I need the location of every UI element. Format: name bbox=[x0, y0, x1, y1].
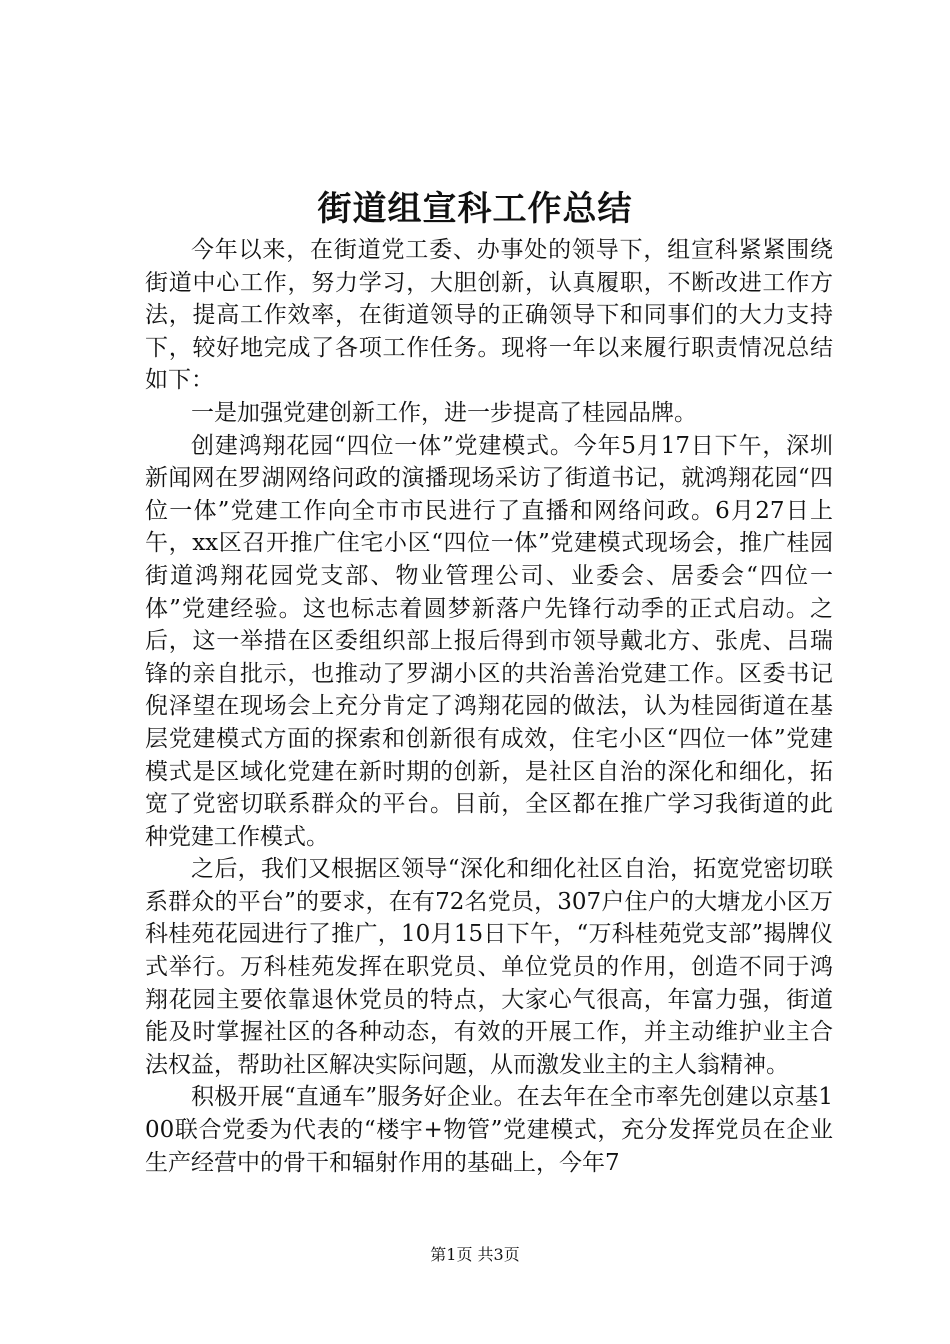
paragraph-express: 积极开展“直通车”服务好企业。在去年在全市率先创建以京基100联合党委为代表的“楼宇+物管”党建模式，充分发挥党员在企业生产经营中的骨干和辐射作用的基础上，今年7 bbox=[145, 1084, 833, 1176]
paragraph-hongxiang: 创建鸿翔花园“四位一体”党建模式。今年5月17日下午，深圳新闻网在罗湖网络问政的演播现场采访了街道书记，就鸿翔花园“四位一体”党建工作向全市市民进行了直播和网络问政。6月27日上午，xx区召开推广住宅小区“四位一体”党建模式现场会，推广桂园街道鸿翔花园党支部、物业管理公司、业委会、居委会“四位一体”党建经验。这也标志着圆梦新落户先锋行动季的正式启动。之后，这一举措在区委组织部上报后得到市领导戴北方、张虎、吕瑞锋的亲自批示，也推动了罗湖小区的共治善治党建工作。区委书记倪泽望在现场会上充分肯定了鸿翔花园的做法，认为桂园街道在基层党建模式方面的探索和创新很有成效，住宅小区“四位一体”党建模式是区域化党建在新时期的创新，是社区自治的深化和细化，拓宽了党密切联系群众的平台。目前，全区都在推广学习我街道的此种党建工作模式。 bbox=[145, 432, 833, 850]
document-body bbox=[145, 234, 833, 1179]
document-title: 街道组宣科工作总结 bbox=[317, 189, 633, 229]
paragraph-vanke: 之后，我们又根据区领导“深化和细化社区自治，拓宽党密切联系群众的平台”的要求，在有72名党员，307户住户的大塘龙小区万科桂苑花园进行了推广，10月15日下午，“万科桂苑党支部”揭牌仪式举行。万科桂苑发挥在职党员、单位党员的作用，创造不同于鸿翔花园主要依靠退休党员的特点，大家心气很高，年富力强，街道能及时掌握社区的各种动态，有效的开展工作，并主动维护业主合法权益，帮助社区解决实际问题，从而激发业主的主人翁精神。 bbox=[145, 856, 833, 1078]
paragraph-heading-1: 一是加强党建创新工作，进一步提高了桂园品牌。 bbox=[191, 399, 697, 426]
paragraph-intro: 今年以来，在街道党工委、办事处的领导下，组宣科紧紧围绕街道中心工作，努力学习，大胆创新，认真履职，不断改进工作方法，提高工作效率，在街道领导的正确领导下和同事们的大力支持下，较好地完成了各项工作任务。现将一年以来履行职责情况总结如下： bbox=[145, 237, 833, 394]
page-footer: 第1页 共3页 bbox=[430, 1245, 520, 1264]
